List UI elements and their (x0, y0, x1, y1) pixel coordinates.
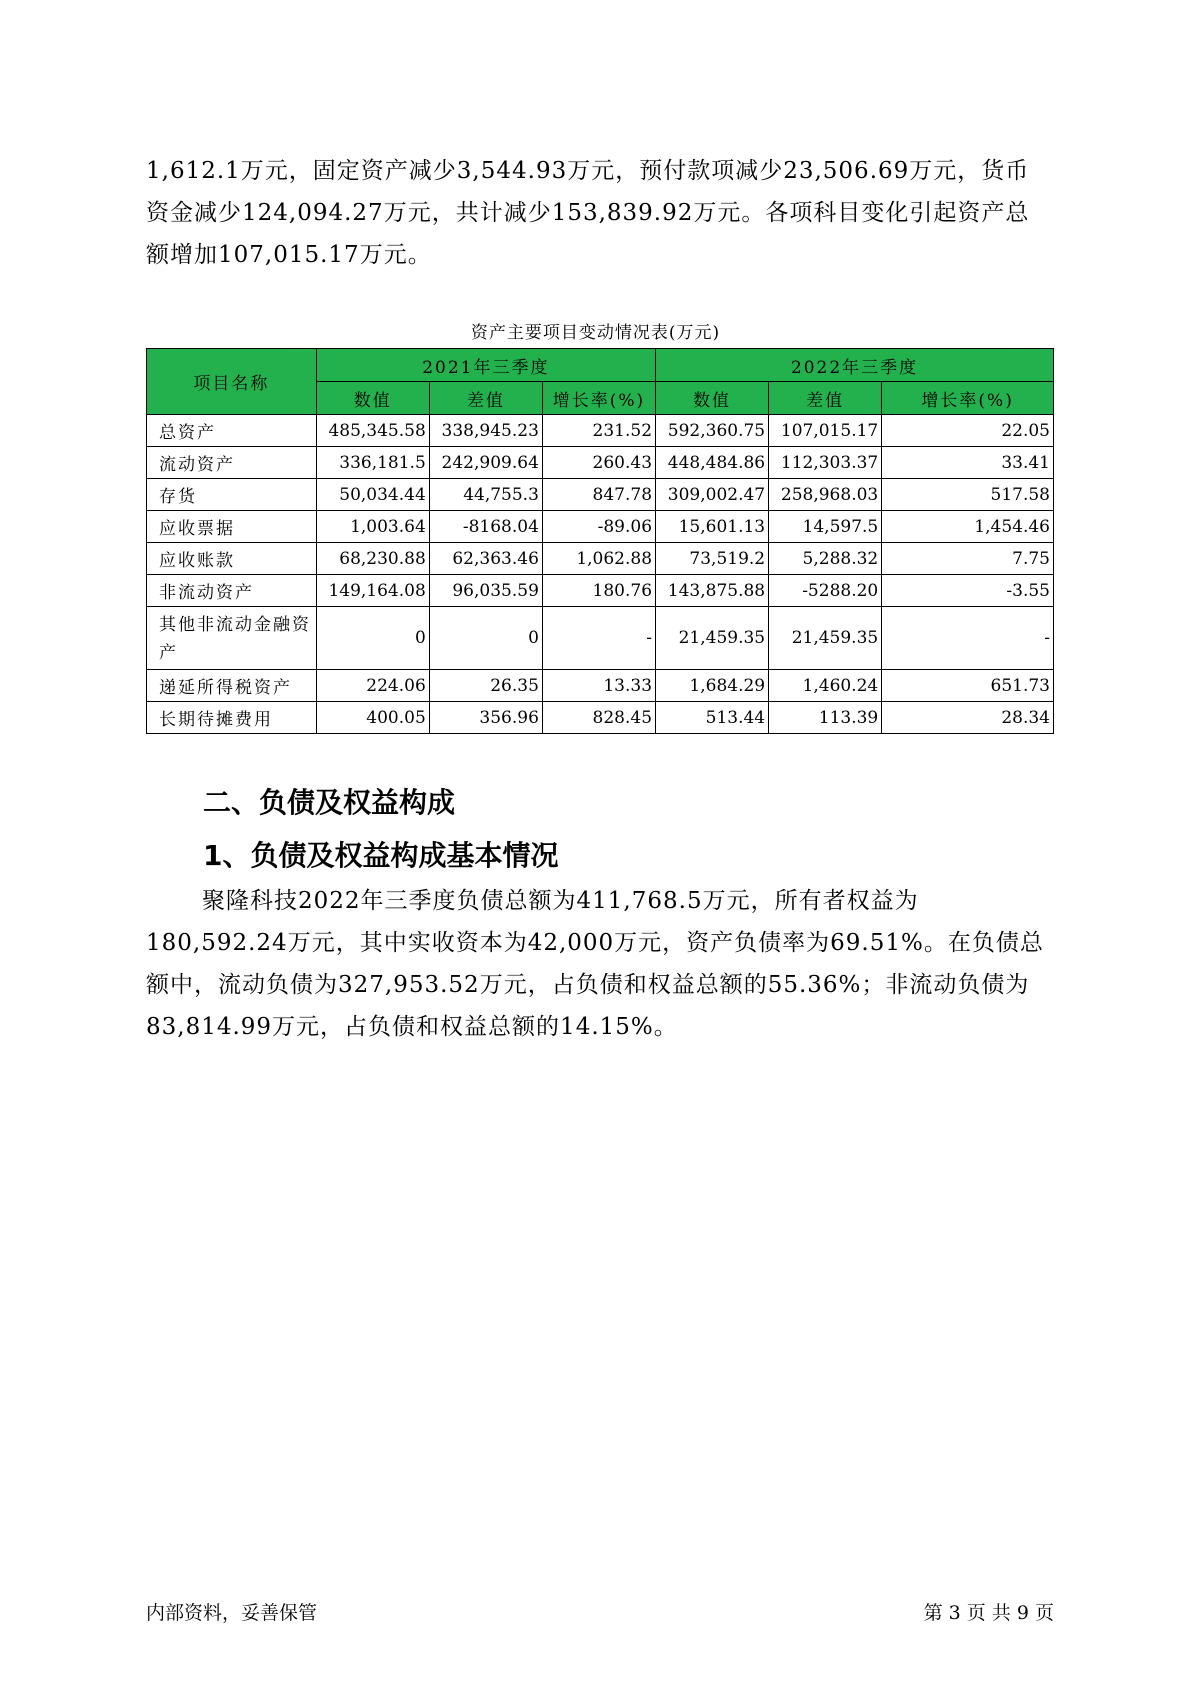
section-heading: 二、负债及权益构成 (203, 786, 456, 819)
row-cell-d1: 356.96 (429, 702, 542, 734)
row-cell-r2: -3.55 (882, 575, 1054, 607)
row-cell-r1: 828.45 (542, 702, 655, 734)
row-cell-d1: 338,945.23 (429, 415, 542, 447)
row-cell-v2: 1,684.29 (656, 670, 769, 702)
row-cell-v1: 149,164.08 (316, 575, 429, 607)
row-cell-v1: 68,230.88 (316, 543, 429, 575)
row-item-name: 其他非流动金融资产 (147, 607, 317, 670)
row-cell-v2: 143,875.88 (656, 575, 769, 607)
row-cell-v1: 400.05 (316, 702, 429, 734)
table-row (147, 575, 1054, 607)
row-cell-d2: 5,288.32 (769, 543, 882, 575)
table-row (147, 447, 1054, 479)
row-cell-v2: 21,459.35 (656, 607, 769, 670)
row-cell-d2: 14,597.5 (769, 511, 882, 543)
row-cell-v2: 592,360.75 (656, 415, 769, 447)
row-cell-v2: 73,519.2 (656, 543, 769, 575)
intro-paragraph: 1,612.1万元，固定资产减少3,544.93万元，预付款项减少23,506.69万元，货币资金减少124,094.27万元，共计减少153,839.92万元。各项科目变化引起资产总额增加107,015.17万元。 (146, 158, 1030, 268)
table-row (147, 511, 1054, 543)
row-item-name: 流动资产 (147, 447, 317, 479)
row-item-name: 应收票据 (147, 511, 317, 543)
row-cell-r2: 22.05 (882, 415, 1054, 447)
row-cell-v1: 0 (316, 607, 429, 670)
row-cell-r1: -89.06 (542, 511, 655, 543)
confidential-note: 内部资料，妥善保管 (146, 1602, 318, 1624)
row-cell-d2: 21,459.35 (769, 607, 882, 670)
table-row (147, 415, 1054, 447)
col-rate-header: 增长率(%) (882, 382, 1054, 415)
col-diff-header: 差值 (769, 382, 882, 415)
row-cell-v2: 448,484.86 (656, 447, 769, 479)
row-item-name: 存货 (147, 479, 317, 511)
row-cell-d2: 113.39 (769, 702, 882, 734)
row-cell-d1: 62,363.46 (429, 543, 542, 575)
col-diff-header: 差值 (429, 382, 542, 415)
row-item-name: 应收账款 (147, 543, 317, 575)
row-cell-v2: 513.44 (656, 702, 769, 734)
row-cell-r1: 260.43 (542, 447, 655, 479)
row-item-name: 总资产 (147, 415, 317, 447)
row-cell-v1: 336,181.5 (316, 447, 429, 479)
period1-header: 2021年三季度 (316, 349, 655, 382)
row-cell-r1: 13.33 (542, 670, 655, 702)
row-item-name: 长期待摊费用 (147, 702, 317, 734)
row-cell-r1: 180.76 (542, 575, 655, 607)
row-cell-r1: 231.52 (542, 415, 655, 447)
row-cell-d2: -5288.20 (769, 575, 882, 607)
row-cell-d2: 112,303.37 (769, 447, 882, 479)
row-cell-r2: 517.58 (882, 479, 1054, 511)
table-row (147, 702, 1054, 734)
table-row (147, 543, 1054, 575)
row-cell-v1: 224.06 (316, 670, 429, 702)
row-cell-r2: 651.73 (882, 670, 1054, 702)
row-cell-r2: 1,454.46 (882, 511, 1054, 543)
period2-header: 2022年三季度 (656, 349, 1054, 382)
row-cell-v1: 50,034.44 (316, 479, 429, 511)
table-row (147, 479, 1054, 511)
table-caption: 资产主要项目变动情况表(万元) (470, 323, 721, 343)
row-cell-v2: 15,601.13 (656, 511, 769, 543)
row-cell-d1: 44,755.3 (429, 479, 542, 511)
row-cell-r1: 1,062.88 (542, 543, 655, 575)
row-cell-v1: 485,345.58 (316, 415, 429, 447)
col-rate-header: 增长率(%) (542, 382, 655, 415)
row-cell-r2: - (882, 607, 1054, 670)
row-cell-v1: 1,003.64 (316, 511, 429, 543)
row-cell-d2: 1,460.24 (769, 670, 882, 702)
subsection-heading: 1、负债及权益构成基本情况 (203, 839, 559, 872)
asset-change-table (146, 348, 1054, 734)
row-cell-d2: 107,015.17 (769, 415, 882, 447)
table-row (147, 670, 1054, 702)
col-value-header: 数值 (656, 382, 769, 415)
row-cell-d1: -8168.04 (429, 511, 542, 543)
row-cell-d1: 96,035.59 (429, 575, 542, 607)
row-cell-d2: 258,968.03 (769, 479, 882, 511)
row-cell-r1: 847.78 (542, 479, 655, 511)
liability-paragraph: 聚隆科技2022年三季度负债总额为411,768.5万元，所有者权益为180,592.24万元，其中实收资本为42,000万元，资产负债率为69.51%。在负债总额中，流动负债为327,953.52万元，占负债和权益总额的55.36%；非流动负债为83,814.99万元，占负债和权益总额的14.15%。 (146, 888, 1044, 1040)
table-header-row (147, 349, 1054, 382)
row-item-name: 非流动资产 (147, 575, 317, 607)
row-cell-d1: 0 (429, 607, 542, 670)
row-cell-r2: 28.34 (882, 702, 1054, 734)
col-value-header: 数值 (316, 382, 429, 415)
row-cell-v2: 309,002.47 (656, 479, 769, 511)
row-cell-d1: 242,909.64 (429, 447, 542, 479)
item-name-header: 项目名称 (147, 349, 317, 415)
row-item-name: 递延所得税资产 (147, 670, 317, 702)
page-number: 第 3 页 共 9 页 (923, 1602, 1054, 1624)
row-cell-r2: 33.41 (882, 447, 1054, 479)
row-cell-r2: 7.75 (882, 543, 1054, 575)
table-row (147, 607, 1054, 670)
row-cell-d1: 26.35 (429, 670, 542, 702)
row-cell-r1: - (542, 607, 655, 670)
